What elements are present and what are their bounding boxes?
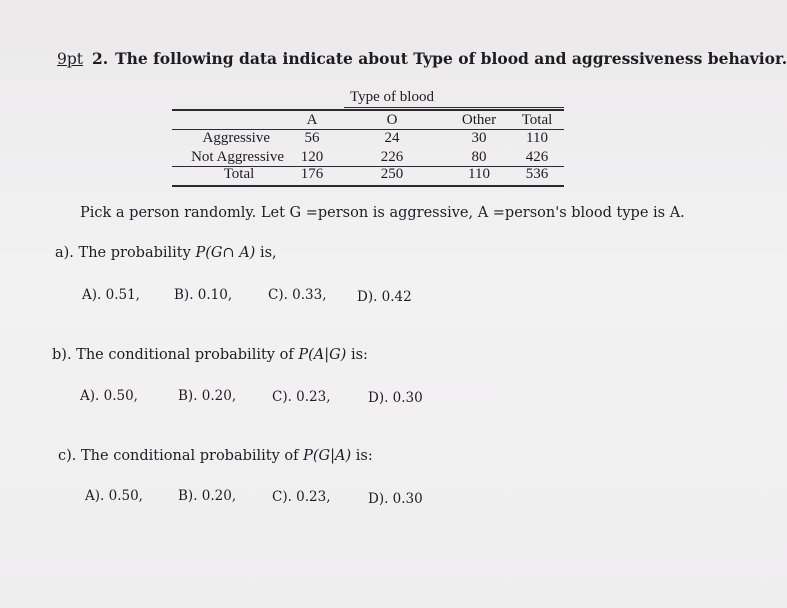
option-b[interactable]: B). 0.20, <box>178 388 237 404</box>
question-header <box>57 49 787 68</box>
option-b[interactable]: B). 0.20, <box>178 488 237 504</box>
table-cell: 226 <box>380 149 404 165</box>
points-label: 9pt <box>57 50 84 68</box>
row-label-total: Total <box>223 166 255 182</box>
question-title: The following data indicate about Type of blood and aggressiveness behavior. <box>115 49 787 68</box>
option-d[interactable]: D). 0.42 <box>357 289 412 305</box>
probability-expression: P(G∩ A) <box>195 245 256 261</box>
blood-type-table <box>172 86 564 192</box>
part-b-prompt <box>52 347 368 363</box>
col-header-o: O <box>386 112 398 128</box>
table-cell: 536 <box>525 166 549 182</box>
option-a[interactable]: A). 0.50, <box>85 488 143 504</box>
table-cell: 30 <box>471 130 487 146</box>
problem-stem: Pick a person randomly. Let G =person is aggressive, A =person's blood type is A. <box>80 205 685 221</box>
part-suffix: is: <box>355 448 373 464</box>
part-text: The conditional probability of <box>76 347 294 363</box>
part-label: b). <box>52 347 72 363</box>
table-top-rule <box>172 109 564 111</box>
part-label: a). <box>55 245 74 261</box>
table-cell: 24 <box>384 130 400 146</box>
option-b[interactable]: B). 0.10, <box>174 287 233 303</box>
table-cell: 426 <box>525 149 549 165</box>
table-cell: 110 <box>526 130 548 146</box>
table-cell: 120 <box>300 149 324 165</box>
group-header-rule <box>344 107 564 108</box>
table-cell: 250 <box>380 166 404 182</box>
table-cell: 80 <box>471 149 487 165</box>
option-a[interactable]: A). 0.51, <box>82 287 140 303</box>
option-c[interactable]: C). 0.33, <box>268 287 327 303</box>
part-text: The probability <box>78 245 191 261</box>
table-cell: 176 <box>300 166 324 182</box>
table-bottom-rule <box>172 185 564 187</box>
part-label: c). <box>58 448 77 464</box>
option-d[interactable]: D). 0.30 <box>368 491 423 507</box>
question-number: 2. <box>91 49 109 68</box>
table-group-header: Type of blood <box>350 89 434 105</box>
option-c[interactable]: C). 0.23, <box>272 389 331 405</box>
table-cell: 56 <box>304 130 320 146</box>
option-d[interactable]: D). 0.30 <box>368 390 423 406</box>
part-text: The conditional probability of <box>81 448 299 464</box>
col-header-total: Total <box>521 112 553 128</box>
probability-expression: P(A|G) <box>298 347 347 363</box>
col-header-other: Other <box>461 112 497 128</box>
option-a[interactable]: A). 0.50, <box>80 388 138 404</box>
table-cell: 110 <box>468 166 490 182</box>
row-label-not-aggressive: Not Aggressive <box>191 149 284 165</box>
col-header-a: A <box>306 112 318 128</box>
probability-expression: P(G|A) <box>303 448 352 464</box>
option-c[interactable]: C). 0.23, <box>272 489 331 505</box>
part-suffix: is, <box>259 245 277 261</box>
part-c-prompt <box>58 448 373 464</box>
part-a-prompt <box>55 245 277 261</box>
row-label-aggressive: Aggressive <box>202 130 270 146</box>
part-suffix: is: <box>350 347 368 363</box>
